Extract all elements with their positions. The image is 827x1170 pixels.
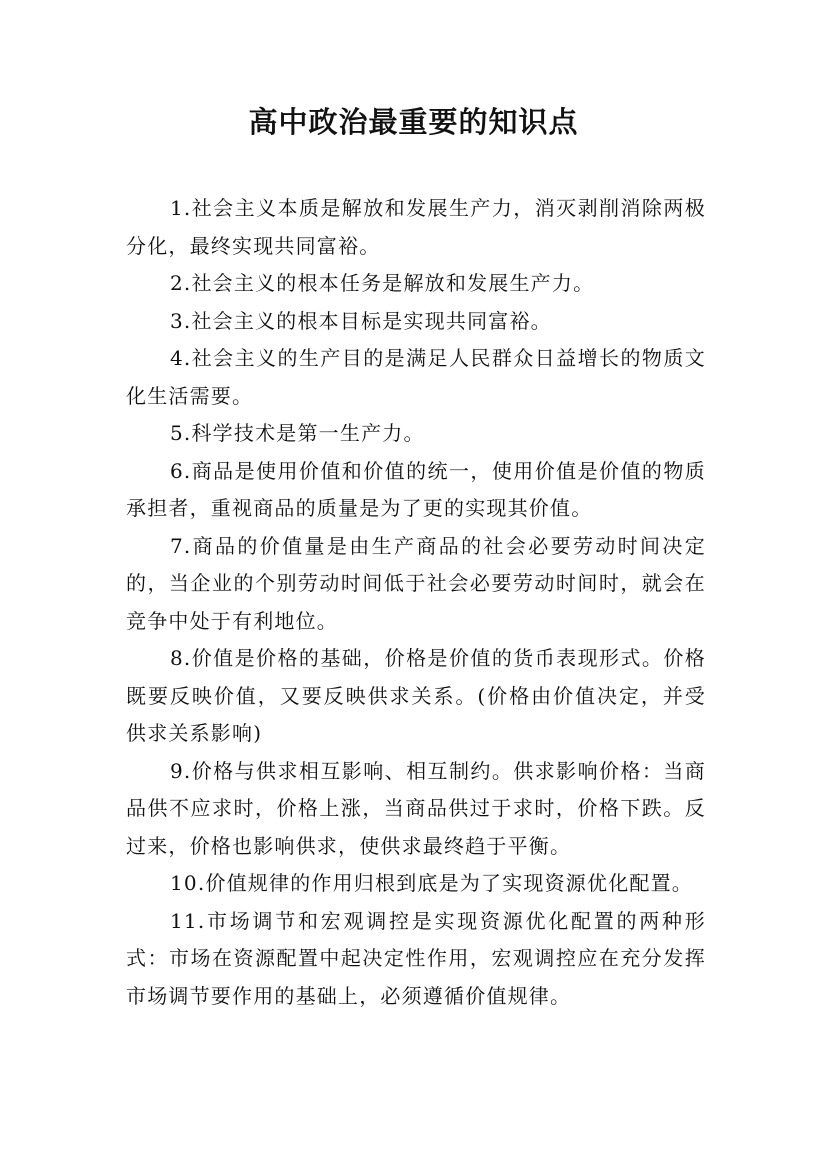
document-body <box>126 190 706 1015</box>
paragraph-7: 7.商品的价值量是由生产商品的社会必要劳动时间决定的，当企业的个别劳动时间低于社会必要劳动时间时，就会在竞争中处于有利地位。 <box>126 533 706 633</box>
paragraph-1: 1.社会主义本质是解放和发展生产力，消灭剥削消除两极分化，最终实现共同富裕。 <box>126 196 706 258</box>
paragraph-6: 6.商品是使用价值和价值的统一，使用价值是价值的物质承担者，重视商品的质量是为了更的实现其价值。 <box>126 458 706 520</box>
paragraph-8: 8.价值是价格的基础，价格是价值的货币表现形式。价格既要反映价值，又要反映供求关系。(价格由价值决定，并受供求关系影响) <box>126 646 706 745</box>
paragraph-9: 9.价格与供求相互影响、相互制约。供求影响价格：当商品供不应求时，价格上涨，当商品供过于求时，价格下跌。反过来，价格也影响供求，使供求最终趋于平衡。 <box>126 758 706 858</box>
paragraph-4: 4.社会主义的生产目的是满足人民群众日益增长的物质文化生活需要。 <box>126 346 706 408</box>
paragraph-5: 5.科学技术是第一生产力。 <box>170 421 425 445</box>
document-title: 高中政治最重要的知识点 <box>248 105 579 139</box>
paragraph-3: 3.社会主义的根本目标是实现共同富裕。 <box>170 308 552 333</box>
paragraph-10: 10.价值规律的作用归根到底是为了实现资源优化配置。 <box>170 871 694 895</box>
paragraph-11: 11.市场调节和宏观调控是实现资源优化配置的两种形式：市场在资源配置中起决定性作用，宏观调控应在充分发挥市场调节要作用的基础上，必须遵循价值规律。 <box>126 908 706 1008</box>
paragraph-2: 2.社会主义的根本任务是解放和发展生产力。 <box>170 271 595 295</box>
